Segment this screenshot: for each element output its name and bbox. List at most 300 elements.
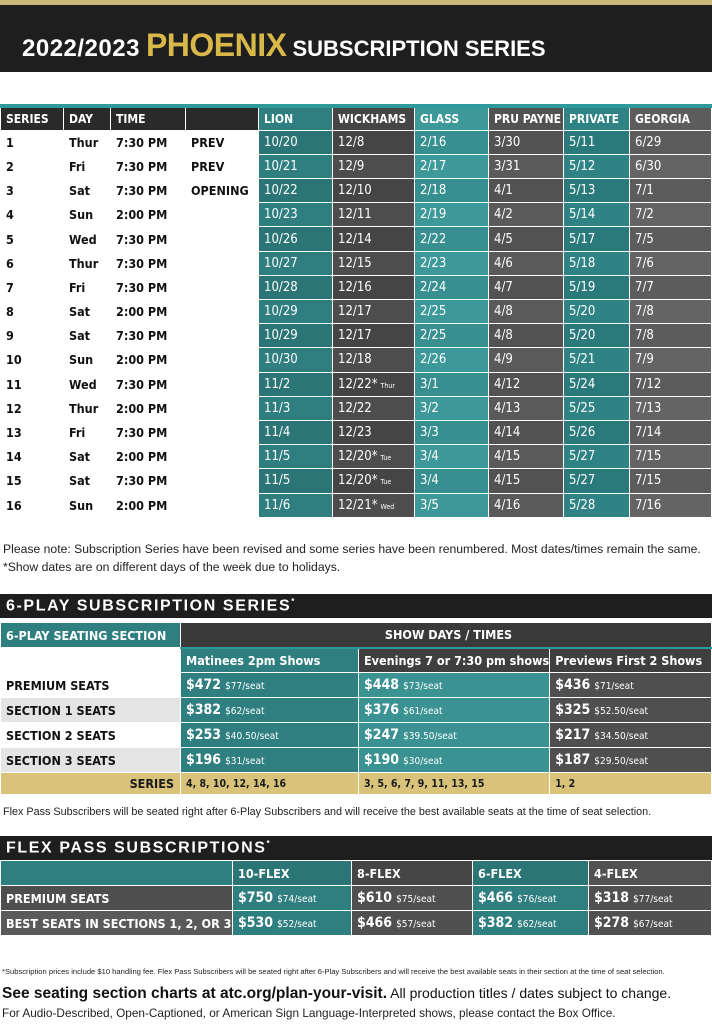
six-play-row-label: PREMIUM SEATS xyxy=(1,673,181,698)
schedule-cell-geo: 7/5 xyxy=(630,227,712,251)
schedule-cell-priv: 5/20 xyxy=(564,300,630,324)
schedule-row xyxy=(1,275,712,299)
schedule-cell-day: Sat xyxy=(64,469,111,493)
per-seat-price: $39.50/seat xyxy=(403,731,457,742)
col-tag xyxy=(186,106,259,130)
per-seat-price: $52.50/seat xyxy=(594,706,649,717)
package-price: $217 xyxy=(555,727,591,743)
schedule-row xyxy=(1,445,712,469)
schedule-cell-priv: 5/11 xyxy=(564,130,630,154)
schedule-cell-glass: 3/5 xyxy=(415,493,489,517)
schedule-cell-lion: 10/29 xyxy=(259,324,333,348)
package-price: $472 xyxy=(186,677,222,693)
package-price: $187 xyxy=(555,752,591,768)
schedule-row xyxy=(1,493,712,517)
package-price: $382 xyxy=(478,915,514,931)
flex-title-mark: * xyxy=(266,839,272,848)
package-price: $376 xyxy=(364,702,400,718)
schedule-cell-glass: 2/18 xyxy=(415,179,489,203)
schedule-cell-pru: 3/30 xyxy=(489,130,564,154)
flex-seating-note: Flex Pass Subscribers will be seated right after 6-Play Subscribers and will receive the best available seats at the time of seat selection. xyxy=(3,806,652,818)
six-play-header-row xyxy=(1,623,712,648)
schedule-cell-series: 8 xyxy=(1,300,64,324)
per-seat-price: $62/seat xyxy=(225,706,265,717)
six-play-price-cell xyxy=(550,698,712,723)
wickhams-date: 12/16 xyxy=(338,279,372,295)
flex-header-blank xyxy=(1,861,233,886)
six-play-section-label: 6-PLAY SEATING SECTION xyxy=(1,623,181,648)
schedule-cell-series: 6 xyxy=(1,251,64,275)
schedule-header-row xyxy=(1,106,712,130)
note-revised: Please note: Subscription Series have been revised and some series have been renumbered. Most dates/times remain the same. xyxy=(3,542,701,556)
schedule-row xyxy=(1,469,712,493)
package-price: $278 xyxy=(594,915,630,931)
schedule-cell-day: Fri xyxy=(64,275,111,299)
package-price: $530 xyxy=(238,915,274,931)
flex-title-bar xyxy=(0,836,712,860)
wickhams-date: 12/8 xyxy=(338,134,365,150)
schedule-cell-wick xyxy=(333,493,415,517)
schedule-cell-wick xyxy=(333,469,415,493)
schedule-cell-pru: 4/15 xyxy=(489,469,564,493)
schedule-cell-pru: 4/8 xyxy=(489,324,564,348)
flex-price-cell xyxy=(352,886,473,911)
six-play-title-mark: * xyxy=(291,597,296,606)
schedule-cell-tag xyxy=(186,469,259,493)
schedule-cell-wick xyxy=(333,324,415,348)
schedule-notes xyxy=(3,540,701,576)
show-days-label: SHOW DAYS / TIMES xyxy=(181,623,712,648)
flex-price-cell xyxy=(233,911,352,936)
schedule-cell-lion: 10/21 xyxy=(259,154,333,178)
schedule-cell-tag xyxy=(186,420,259,444)
per-seat-price: $73/seat xyxy=(403,681,443,692)
schedule-cell-glass: 3/4 xyxy=(415,469,489,493)
schedule-cell-wick xyxy=(333,179,415,203)
schedule-cell-day: Wed xyxy=(64,372,111,396)
seating-charts-line xyxy=(2,985,671,1003)
schedule-cell-series: 10 xyxy=(1,348,64,372)
flex-row xyxy=(1,886,712,911)
schedule-cell-geo: 7/15 xyxy=(630,469,712,493)
schedule-row xyxy=(1,372,712,396)
schedule-cell-pru: 4/15 xyxy=(489,445,564,469)
schedule-cell-time: 2:00 PM xyxy=(111,396,186,420)
wickhams-date: 12/11 xyxy=(338,207,372,223)
wickhams-date: 12/23 xyxy=(338,425,372,441)
schedule-row xyxy=(1,203,712,227)
package-price: $247 xyxy=(364,727,400,743)
schedule-cell-glass: 2/24 xyxy=(415,275,489,299)
schedule-cell-tag xyxy=(186,324,259,348)
schedule-cell-day: Sun xyxy=(64,203,111,227)
schedule-cell-geo: 7/8 xyxy=(630,324,712,348)
schedule-cell-time: 7:30 PM xyxy=(111,469,186,493)
schedule-cell-tag xyxy=(186,227,259,251)
package-price: $448 xyxy=(364,677,400,693)
per-seat-price: $61/seat xyxy=(403,706,443,717)
schedule-cell-lion: 10/27 xyxy=(259,251,333,275)
schedule-cell-series: 16 xyxy=(1,493,64,517)
schedule-cell-time: 7:30 PM xyxy=(111,154,186,178)
schedule-cell-pru: 4/9 xyxy=(489,348,564,372)
schedule-cell-priv: 5/20 xyxy=(564,324,630,348)
schedule-row xyxy=(1,130,712,154)
schedule-cell-priv: 5/24 xyxy=(564,372,630,396)
schedule-cell-time: 7:30 PM xyxy=(111,420,186,444)
series-previews: 1, 2 xyxy=(550,773,712,795)
package-price: $253 xyxy=(186,727,222,743)
schedule-cell-time: 7:30 PM xyxy=(111,372,186,396)
col-lion: LION xyxy=(259,106,333,130)
fine-print: *Subscription prices include $10 handling fee. Flex Pass Subscribers will be seated right after 6-Play Subscribers and will receive the best available seats in their section at the time of seat selection. xyxy=(2,967,665,976)
per-seat-price: $67/seat xyxy=(633,919,673,930)
flex-table xyxy=(0,860,712,936)
schedule-cell-day: Sun xyxy=(64,348,111,372)
col-previews: Previews First 2 Shows xyxy=(550,648,712,673)
schedule-cell-tag xyxy=(186,348,259,372)
schedule-cell-day: Sat xyxy=(64,324,111,348)
schedule-cell-geo: 7/13 xyxy=(630,396,712,420)
schedule-row xyxy=(1,324,712,348)
col-day: DAY xyxy=(64,106,111,130)
package-price: $466 xyxy=(357,915,393,931)
per-seat-price: $30/seat xyxy=(403,756,443,767)
schedule-cell-day: Sun xyxy=(64,493,111,517)
schedule-cell-pru: 4/6 xyxy=(489,251,564,275)
schedule-cell-series: 4 xyxy=(1,203,64,227)
schedule-cell-wick xyxy=(333,227,415,251)
schedule-cell-geo: 7/16 xyxy=(630,493,712,517)
flex-header-row xyxy=(1,861,712,886)
col-series: SERIES xyxy=(1,106,64,130)
six-play-row-label: SECTION 2 SEATS xyxy=(1,723,181,748)
col-wickhams: WICKHAMS xyxy=(333,106,415,130)
schedule-cell-wick xyxy=(333,372,415,396)
flex-price-cell xyxy=(233,886,352,911)
flex-price-cell xyxy=(473,886,589,911)
schedule-cell-pru: 4/1 xyxy=(489,179,564,203)
header-years: 2022/2023 xyxy=(22,35,140,62)
col-georgia: GEORGIA xyxy=(630,106,712,130)
six-play-table xyxy=(0,622,712,795)
schedule-cell-series: 2 xyxy=(1,154,64,178)
schedule-cell-priv: 5/28 xyxy=(564,493,630,517)
flex-row xyxy=(1,911,712,936)
schedule-cell-pru: 4/8 xyxy=(489,300,564,324)
series-evenings: 3, 5, 6, 7, 9, 11, 13, 15 xyxy=(359,773,550,795)
schedule-cell-glass: 2/17 xyxy=(415,154,489,178)
schedule-cell-time: 2:00 PM xyxy=(111,445,186,469)
flex-price-cell xyxy=(473,911,589,936)
schedule-cell-tag xyxy=(186,251,259,275)
schedule-cell-tag xyxy=(186,203,259,227)
schedule-cell-priv: 5/14 xyxy=(564,203,630,227)
series-matinees: 4, 8, 10, 12, 14, 16 xyxy=(181,773,359,795)
schedule-cell-lion: 11/6 xyxy=(259,493,333,517)
schedule-cell-pru: 4/2 xyxy=(489,203,564,227)
schedule-cell-wick xyxy=(333,275,415,299)
six-play-price-cell xyxy=(550,723,712,748)
accessibility-note: For Audio-Described, Open-Captioned, or American Sign Language-Interpreted shows, please contact the Box Office. xyxy=(2,1006,616,1020)
schedule-cell-priv: 5/27 xyxy=(564,445,630,469)
schedule-cell-lion: 10/22 xyxy=(259,179,333,203)
col-pru-payne: PRU PAYNE xyxy=(489,106,564,130)
schedule-cell-glass: 3/4 xyxy=(415,445,489,469)
schedule-cell-time: 2:00 PM xyxy=(111,203,186,227)
col-8-flex: 8-FLEX xyxy=(352,861,473,886)
per-seat-price: $34.50/seat xyxy=(594,731,649,742)
schedule-cell-time: 2:00 PM xyxy=(111,300,186,324)
per-seat-price: $40.50/seat xyxy=(225,731,279,742)
schedule-cell-priv: 5/13 xyxy=(564,179,630,203)
schedule-cell-wick xyxy=(333,154,415,178)
schedule-cell-lion: 11/2 xyxy=(259,372,333,396)
six-play-row-label: SECTION 1 SEATS xyxy=(1,698,181,723)
col-4-flex: 4-FLEX xyxy=(589,861,712,886)
wickhams-date: 12/21* xyxy=(338,497,378,513)
schedule-row xyxy=(1,420,712,444)
schedule-cell-time: 2:00 PM xyxy=(111,348,186,372)
schedule-cell-time: 7:30 PM xyxy=(111,130,186,154)
schedule-cell-glass: 2/16 xyxy=(415,130,489,154)
schedule-cell-pru: 4/5 xyxy=(489,227,564,251)
schedule-cell-day: Sat xyxy=(64,179,111,203)
schedule-cell-time: 7:30 PM xyxy=(111,227,186,251)
schedule-cell-series: 11 xyxy=(1,372,64,396)
col-private: PRIVATE xyxy=(564,106,630,130)
schedule-cell-glass: 2/25 xyxy=(415,324,489,348)
schedule-cell-pru: 4/14 xyxy=(489,420,564,444)
per-seat-price: $77/seat xyxy=(633,894,673,905)
schedule-cell-wick xyxy=(333,203,415,227)
six-play-price-cell xyxy=(181,723,359,748)
header-subtitle: SUBSCRIPTION SERIES xyxy=(292,36,546,61)
schedule-cell-lion: 10/30 xyxy=(259,348,333,372)
schedule-cell-pru: 4/16 xyxy=(489,493,564,517)
package-price: $318 xyxy=(594,890,630,906)
schedule-cell-wick xyxy=(333,130,415,154)
schedule-row xyxy=(1,348,712,372)
schedule-row xyxy=(1,154,712,178)
col-6-flex: 6-FLEX xyxy=(473,861,589,886)
six-play-price-cell xyxy=(181,673,359,698)
schedule-cell-lion: 10/20 xyxy=(259,130,333,154)
schedule-cell-geo: 7/12 xyxy=(630,372,712,396)
flex-price-cell xyxy=(352,911,473,936)
per-seat-price: $52/seat xyxy=(277,919,317,930)
schedule-cell-wick xyxy=(333,300,415,324)
six-play-row-label: SECTION 3 SEATS xyxy=(1,748,181,773)
schedule-cell-geo: 7/6 xyxy=(630,251,712,275)
six-play-price-cell xyxy=(550,673,712,698)
per-seat-price: $75/seat xyxy=(396,894,436,905)
schedule-cell-day: Fri xyxy=(64,420,111,444)
schedule-cell-series: 15 xyxy=(1,469,64,493)
schedule-cell-lion: 10/26 xyxy=(259,227,333,251)
schedule-cell-wick xyxy=(333,396,415,420)
six-play-price-cell xyxy=(181,748,359,773)
schedule-cell-geo: 6/29 xyxy=(630,130,712,154)
schedule-cell-priv: 5/12 xyxy=(564,154,630,178)
wickhams-date: 12/17 xyxy=(338,328,372,344)
schedule-cell-day: Wed xyxy=(64,227,111,251)
schedule-cell-priv: 5/19 xyxy=(564,275,630,299)
schedule-cell-series: 5 xyxy=(1,227,64,251)
schedule-cell-glass: 2/19 xyxy=(415,203,489,227)
wickhams-day-note: Wed xyxy=(380,502,395,511)
col-evenings: Evenings 7 or 7:30 pm shows xyxy=(359,648,550,673)
schedule-cell-time: 7:30 PM xyxy=(111,324,186,348)
wickhams-day-note: Thur xyxy=(380,381,395,390)
six-play-price-cell xyxy=(359,723,550,748)
schedule-cell-wick xyxy=(333,420,415,444)
schedule-cell-series: 3 xyxy=(1,179,64,203)
wickhams-date: 12/20* xyxy=(338,449,378,465)
per-seat-price: $57/seat xyxy=(396,919,436,930)
schedule-row xyxy=(1,251,712,275)
schedule-cell-series: 12 xyxy=(1,396,64,420)
schedule-cell-glass: 2/23 xyxy=(415,251,489,275)
per-seat-price: $62/seat xyxy=(517,919,557,930)
package-price: $436 xyxy=(555,677,591,693)
package-price: $382 xyxy=(186,702,222,718)
schedule-cell-tag: PREV xyxy=(186,154,259,178)
schedule-cell-time: 7:30 PM xyxy=(111,275,186,299)
schedule-cell-day: Thur xyxy=(64,130,111,154)
wickhams-date: 12/17 xyxy=(338,304,372,320)
schedule-cell-series: 1 xyxy=(1,130,64,154)
schedule-cell-lion: 11/5 xyxy=(259,469,333,493)
schedule-cell-wick xyxy=(333,251,415,275)
flex-title: FLEX PASS SUBSCRIPTIONS xyxy=(6,839,267,857)
six-play-series-row xyxy=(1,773,712,795)
wickhams-day-note: Tue xyxy=(380,454,392,463)
schedule-cell-time: 7:30 PM xyxy=(111,179,186,203)
schedule-cell-series: 14 xyxy=(1,445,64,469)
col-10-flex: 10-FLEX xyxy=(233,861,352,886)
schedule-cell-pru: 3/31 xyxy=(489,154,564,178)
schedule-cell-lion: 10/28 xyxy=(259,275,333,299)
per-seat-price: $74/seat xyxy=(277,894,317,905)
schedule-cell-tag xyxy=(186,445,259,469)
schedule-cell-series: 7 xyxy=(1,275,64,299)
per-seat-price: $29.50/seat xyxy=(594,756,649,767)
note-holidays: *Show dates are on different days of the week due to holidays. xyxy=(3,560,341,574)
schedule-cell-pru: 4/13 xyxy=(489,396,564,420)
schedule-cell-time: 7:30 PM xyxy=(111,251,186,275)
schedule-cell-lion: 10/23 xyxy=(259,203,333,227)
wickhams-date: 12/9 xyxy=(338,158,365,174)
six-play-price-cell xyxy=(181,698,359,723)
schedule-cell-geo: 7/1 xyxy=(630,179,712,203)
six-play-row xyxy=(1,748,712,773)
schedule-cell-tag: PREV xyxy=(186,130,259,154)
schedule-cell-tag xyxy=(186,275,259,299)
schedule-cell-pru: 4/12 xyxy=(489,372,564,396)
schedule-cell-geo: 7/2 xyxy=(630,203,712,227)
wickhams-day-note: Tue xyxy=(380,478,392,487)
schedule-cell-lion: 11/5 xyxy=(259,445,333,469)
package-price: $610 xyxy=(357,890,393,906)
schedule-cell-lion: 10/29 xyxy=(259,300,333,324)
schedule-row xyxy=(1,227,712,251)
schedule-row xyxy=(1,179,712,203)
schedule-cell-priv: 5/26 xyxy=(564,420,630,444)
per-seat-price: $76/seat xyxy=(517,894,557,905)
schedule-cell-priv: 5/18 xyxy=(564,251,630,275)
flex-row-label: BEST SEATS IN SECTIONS 1, 2, OR 3 xyxy=(1,911,233,936)
schedule-cell-tag xyxy=(186,396,259,420)
wickhams-date: 12/20* xyxy=(338,473,378,489)
schedule-cell-geo: 7/9 xyxy=(630,348,712,372)
schedule-cell-day: Thur xyxy=(64,396,111,420)
schedule-cell-tag: OPENING xyxy=(186,179,259,203)
flex-price-cell xyxy=(589,886,712,911)
package-price: $190 xyxy=(364,752,400,768)
six-play-price-cell xyxy=(359,698,550,723)
wickhams-date: 12/22* xyxy=(338,376,378,392)
schedule-cell-priv: 5/25 xyxy=(564,396,630,420)
schedule-cell-geo: 7/8 xyxy=(630,300,712,324)
per-seat-price: $71/seat xyxy=(594,681,634,692)
package-price: $196 xyxy=(186,752,222,768)
six-play-title-bar xyxy=(0,594,712,618)
schedule-cell-series: 9 xyxy=(1,324,64,348)
schedule-cell-wick xyxy=(333,348,415,372)
schedule-table xyxy=(0,104,712,518)
schedule-cell-series: 13 xyxy=(1,420,64,444)
col-glass: GLASS xyxy=(415,106,489,130)
dates-disclaimer: All production titles / dates subject to change. xyxy=(390,985,672,1001)
six-play-price-cell xyxy=(359,748,550,773)
schedule-cell-day: Sat xyxy=(64,445,111,469)
schedule-cell-glass: 2/22 xyxy=(415,227,489,251)
schedule-cell-lion: 11/3 xyxy=(259,396,333,420)
schedule-cell-glass: 3/3 xyxy=(415,420,489,444)
schedule-row xyxy=(1,396,712,420)
schedule-cell-tag xyxy=(186,493,259,517)
seating-charts-link[interactable]: See seating section charts at atc.org/plan-your-visit. xyxy=(2,985,388,1002)
wickhams-date: 12/10 xyxy=(338,183,372,199)
col-time: TIME xyxy=(111,106,186,130)
schedule-cell-priv: 5/27 xyxy=(564,469,630,493)
schedule-cell-geo: 7/7 xyxy=(630,275,712,299)
schedule-cell-time: 2:00 PM xyxy=(111,493,186,517)
schedule-cell-priv: 5/21 xyxy=(564,348,630,372)
wickhams-date: 12/18 xyxy=(338,352,372,368)
wickhams-date: 12/15 xyxy=(338,255,372,271)
per-seat-price: $77/seat xyxy=(225,681,265,692)
per-seat-price: $31/seat xyxy=(225,756,265,767)
schedule-cell-geo: 7/14 xyxy=(630,420,712,444)
series-label: SERIES xyxy=(1,773,181,795)
schedule-cell-tag xyxy=(186,300,259,324)
schedule-cell-day: Thur xyxy=(64,251,111,275)
wickhams-date: 12/14 xyxy=(338,231,372,247)
schedule-cell-glass: 3/2 xyxy=(415,396,489,420)
package-price: $750 xyxy=(238,890,274,906)
flex-row-label: PREMIUM SEATS xyxy=(1,886,233,911)
schedule-cell-day: Fri xyxy=(64,154,111,178)
six-play-row xyxy=(1,673,712,698)
six-play-subheader-row xyxy=(1,648,712,673)
header-title: PHOENIX xyxy=(145,27,287,63)
schedule-cell-glass: 3/1 xyxy=(415,372,489,396)
schedule-cell-tag xyxy=(186,372,259,396)
schedule-cell-pru: 4/7 xyxy=(489,275,564,299)
flex-price-cell xyxy=(589,911,712,936)
